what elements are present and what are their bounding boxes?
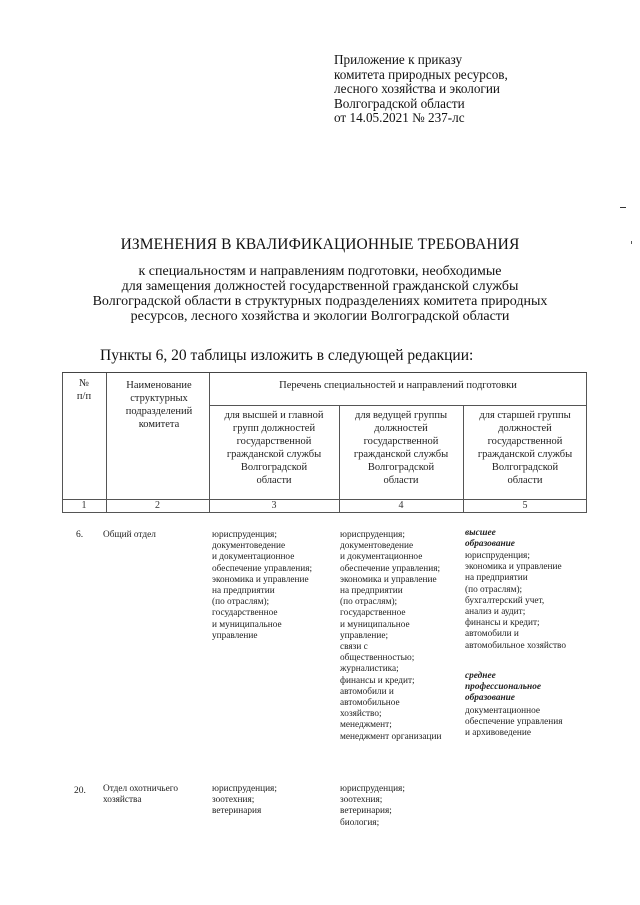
title-block bbox=[0, 236, 640, 324]
row-col4: юриспруденция; документоведение и документационное обеспечение управления; экономика и управление на предприятии (по отраслям); государственное и муниципальное управление; связи с общественностью; журналистика; финансы и кредит; автомобили и автомобильное хозяйство; менеджмент; менеджмент организации bbox=[340, 530, 442, 742]
header-col3: для высшей и главной групп должностей государственной гражданской службы Волгоградской области bbox=[224, 410, 324, 486]
annex-note: Приложение к приказу комитета природных ресурсов, лесного хозяйства и экологии Волгоградской области от 14.05.2021 № 237-лс bbox=[334, 52, 508, 125]
row-col5-higher-label: высшее образование bbox=[465, 528, 515, 550]
document-subtitle: к специальностям и направлениям подготовки, необходимые для замещения должностей государственной гражданской службы Волгоградской области в структурных подразделениях комитета природных ресурсов, лесного хозяйства и экологии Волгоградской области bbox=[92, 264, 548, 324]
column-number: 1 bbox=[81, 500, 87, 511]
column-number: 4 bbox=[398, 500, 404, 511]
row-number: 20. bbox=[74, 786, 86, 796]
row-col4: юриспруденция; зоотехния; ветеринария; биология; bbox=[340, 784, 405, 828]
header-col4: для ведущей группы должностей государственной гражданской службы Волгоградской области bbox=[353, 410, 449, 486]
table-header bbox=[62, 372, 587, 513]
document-title: ИЗМЕНЕНИЯ В КВАЛИФИКАЦИОННЫЕ ТРЕБОВАНИЯ bbox=[120, 236, 520, 253]
row-col3: юриспруденция; документоведение и документационное обеспечение управления; экономика и управление на предприятии (по отраслям); государственное и муниципальное управление bbox=[212, 530, 313, 641]
row-number: 6. bbox=[76, 530, 84, 540]
header-name: Наименование структурных подразделений комитета bbox=[125, 380, 193, 430]
row-name: Отдел охотничьего хозяйства bbox=[103, 784, 178, 806]
row-col5-secondary-label: среднее профессиональное образование bbox=[465, 671, 541, 704]
column-number: 5 bbox=[522, 500, 528, 511]
header-list: Перечень специальностей и направлений подготовки bbox=[279, 380, 517, 391]
row-col3: юриспруденция; зоотехния; ветеринария bbox=[212, 784, 277, 817]
header-col5: для старшей группы должностей государственной гражданской службы Волгоградской области bbox=[477, 410, 573, 486]
column-number: 2 bbox=[155, 500, 160, 511]
header-num: № п/п bbox=[76, 378, 92, 402]
row-col5-secondary: документационное обеспечение управления и архивоведение bbox=[465, 706, 563, 739]
row-name: Общий отдел bbox=[103, 530, 156, 540]
intro-text: Пункты 6, 20 таблицы изложить в следующей редакции: bbox=[100, 347, 474, 364]
scan-mark bbox=[620, 207, 626, 208]
column-number: 3 bbox=[271, 500, 277, 511]
row-col5-higher: юриспруденция; экономика и управление на предприятии (по отраслям); бухгалтерский учет, анализ и аудит; финансы и кредит; автомобили и автомобильное хозяйство bbox=[465, 551, 567, 651]
